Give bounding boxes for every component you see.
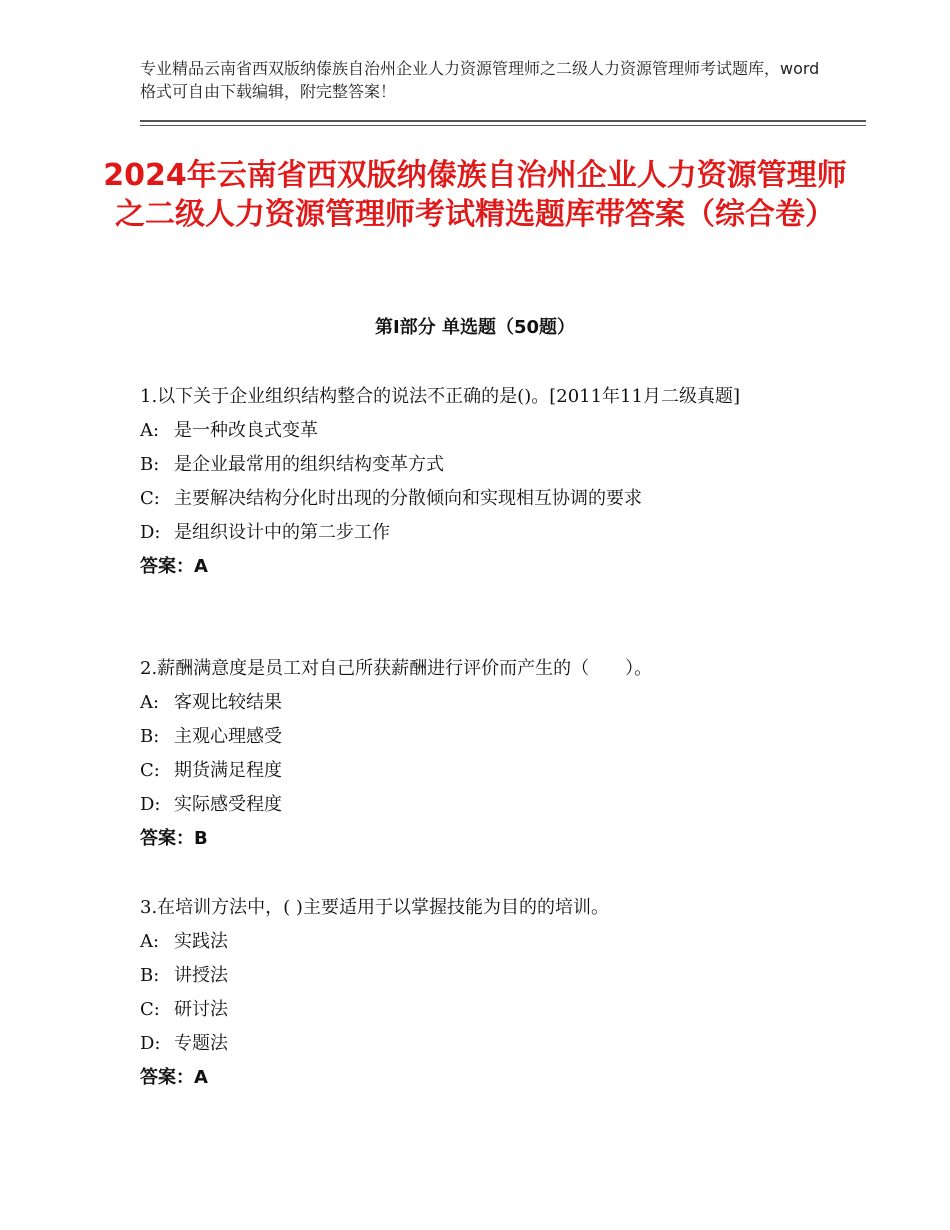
option-text: 期货满足程度 <box>174 760 282 781</box>
header-divider-thick <box>140 120 866 122</box>
option-key: B: <box>140 965 160 986</box>
option-text: 是一种改良式变革 <box>174 420 318 441</box>
option-c <box>140 995 820 1029</box>
option-c <box>140 756 820 790</box>
option-b <box>140 961 820 995</box>
option-key: C: <box>140 999 160 1020</box>
document-title: 2024年云南省西双版纳傣族自治州企业人力资源管理师之二级人力资源管理师考试精选题库带答案（综合卷） <box>103 158 847 232</box>
option-text: 专题法 <box>174 1033 228 1054</box>
option-a <box>140 416 820 450</box>
option-key: A: <box>140 420 160 441</box>
header-note: 专业精品云南省西双版纳傣族自治州企业人力资源管理师之二级人力资源管理师考试题库，word格式可自由下载编辑，附完整答案！ <box>140 59 820 101</box>
answer: 答案：A <box>140 556 208 577</box>
option-text: 客观比较结果 <box>174 692 282 713</box>
section-title: 第Ⅰ部分 单选题（50题） <box>374 317 575 338</box>
answer: 答案：B <box>140 828 208 849</box>
option-b <box>140 450 820 484</box>
answer: 答案：A <box>140 1067 208 1088</box>
option-text: 主要解决结构分化时出现的分散倾向和实现相互协调的要求 <box>174 488 642 509</box>
option-d <box>140 518 820 552</box>
question-text: 2.薪酬满意度是员工对自己所获薪酬进行评价而产生的（ ）。 <box>140 658 653 679</box>
option-d <box>140 790 820 824</box>
option-key: A: <box>140 692 160 713</box>
option-text: 主观心理感受 <box>174 726 282 747</box>
option-text: 是组织设计中的第二步工作 <box>174 522 390 543</box>
question-1 <box>140 382 820 582</box>
option-text: 讲授法 <box>174 965 228 986</box>
option-a <box>140 927 820 961</box>
question-text: 3.在培训方法中，( )主要适用于以掌握技能为目的的培训。 <box>140 897 609 918</box>
option-text: 实际感受程度 <box>174 794 282 815</box>
option-key: C: <box>140 488 160 509</box>
option-key: C: <box>140 760 160 781</box>
question-3 <box>140 893 820 1093</box>
header-divider-thin <box>140 125 866 126</box>
option-d <box>140 1029 820 1063</box>
option-key: D: <box>140 1033 161 1054</box>
question-text: 1.以下关于企业组织结构整合的说法不正确的是()。[2011年11月二级真题] <box>140 386 740 407</box>
option-text: 是企业最常用的组织结构变革方式 <box>174 454 444 475</box>
question-2 <box>140 654 820 854</box>
option-key: D: <box>140 794 161 815</box>
option-c <box>140 484 820 518</box>
option-text: 研讨法 <box>174 999 228 1020</box>
option-text: 实践法 <box>174 931 228 952</box>
option-b <box>140 722 820 756</box>
option-key: B: <box>140 726 160 747</box>
option-key: A: <box>140 931 160 952</box>
option-key: D: <box>140 522 161 543</box>
option-key: B: <box>140 454 160 475</box>
option-a <box>140 688 820 722</box>
